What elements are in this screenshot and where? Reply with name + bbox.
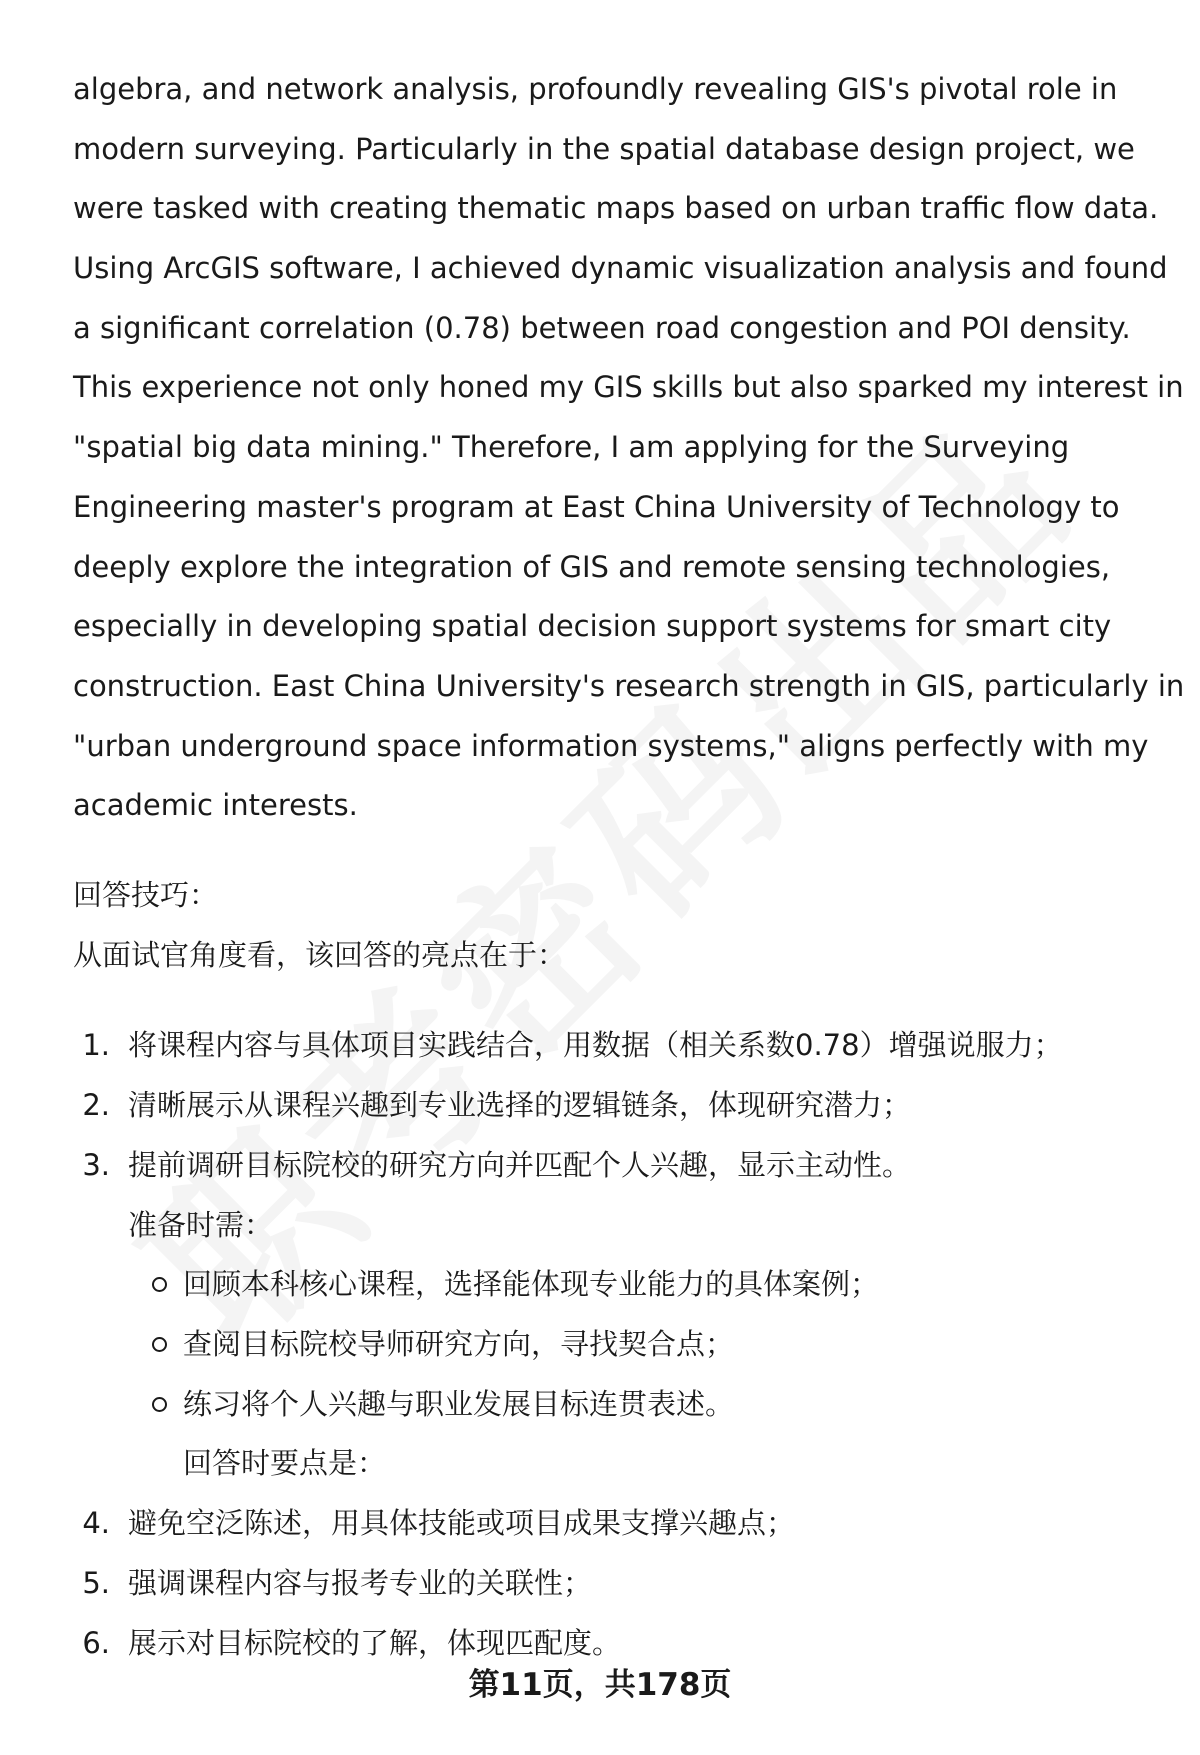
essay-line: especially in developing spatial decision support systems for smart city: [73, 609, 1112, 644]
tips-intro: 从面试官角度看，该回答的亮点在于：: [73, 938, 567, 972]
list-text: 将课程内容与具体项目实践结合，用数据（相关系数0.78）增强说服力；: [128, 1028, 1063, 1062]
list-text: 展示对目标院校的了解，体现匹配度。: [128, 1626, 622, 1660]
list-text: 清晰展示从课程兴趣到专业选择的逻辑链条，体现研究潜力；: [128, 1088, 912, 1122]
list-number: 5.: [82, 1566, 110, 1600]
essay-line: Engineering master's program at East China University of Technology to: [73, 489, 1120, 524]
essay-line: "urban underground space information systems," aligns perfectly with my: [73, 728, 1149, 763]
list-number: 4.: [82, 1506, 110, 1540]
hollow-circle-bullet-icon: [152, 1277, 167, 1292]
hollow-circle-bullet-icon: [152, 1337, 167, 1352]
list-number: 3.: [82, 1148, 110, 1182]
list-text: 练习将个人兴趣与职业发展目标连贯表述。: [183, 1387, 735, 1421]
essay-line: were tasked with creating thematic maps based on urban traffic flow data.: [73, 191, 1159, 226]
tips-heading: 回答技巧：: [73, 878, 219, 912]
list-item-highlight: [0, 1145, 1200, 1185]
essay-line: a significant correlation (0.78) between road congestion and POI density.: [73, 310, 1131, 345]
essay-line: construction. East China University's research strength in GIS, particularly in: [73, 668, 1185, 703]
list-item-prep: [0, 1324, 1200, 1364]
essay-line: "spatial big data mining." Therefore, I am applying for the Surveying: [73, 430, 1070, 465]
list-item-answer-point: [0, 1503, 1200, 1543]
list-number: 1.: [82, 1028, 110, 1062]
essay-line: modern surveying. Particularly in the spatial database design project, we: [73, 131, 1135, 166]
essay-line: deeply explore the integration of GIS and remote sensing technologies,: [73, 549, 1111, 584]
list-item-answer-point: [0, 1563, 1200, 1603]
list-item-answer-point: [0, 1623, 1200, 1663]
page-number-footer: 第11页，共178页: [468, 1667, 732, 1703]
list-text: 回顾本科核心课程，选择能体现专业能力的具体案例；: [183, 1267, 880, 1301]
list-item-prep: [0, 1264, 1200, 1304]
essay-line: academic interests.: [73, 788, 358, 823]
list-text: 查阅目标院校导师研究方向，寻找契合点；: [183, 1327, 735, 1361]
list-item-prep: [0, 1384, 1200, 1424]
essay-line: algebra, and network analysis, profoundly revealing GIS's pivotal role in: [73, 72, 1118, 106]
list-text: 避免空泛陈述，用具体技能或项目成果支撑兴趣点；: [128, 1506, 796, 1540]
essay-line: Using ArcGIS software, I achieved dynamic visualization analysis and found: [73, 251, 1168, 286]
list-text: 提前调研目标院校的研究方向并匹配个人兴趣，显示主动性。: [128, 1148, 912, 1182]
list-item-highlight: [0, 1085, 1200, 1125]
list-text: 强调课程内容与报考专业的关联性；: [128, 1566, 593, 1600]
hollow-circle-bullet-icon: [152, 1397, 167, 1412]
list-item-highlight: [0, 1025, 1200, 1065]
prep-heading: 准备时需：: [128, 1208, 274, 1242]
essay-paragraph: [73, 60, 1185, 836]
essay-line: This experience not only honed my GIS skills but also sparked my interest in: [73, 370, 1184, 405]
answer-heading: 回答时要点是：: [183, 1446, 387, 1480]
list-number: 2.: [82, 1088, 110, 1122]
list-number: 6.: [82, 1626, 110, 1660]
